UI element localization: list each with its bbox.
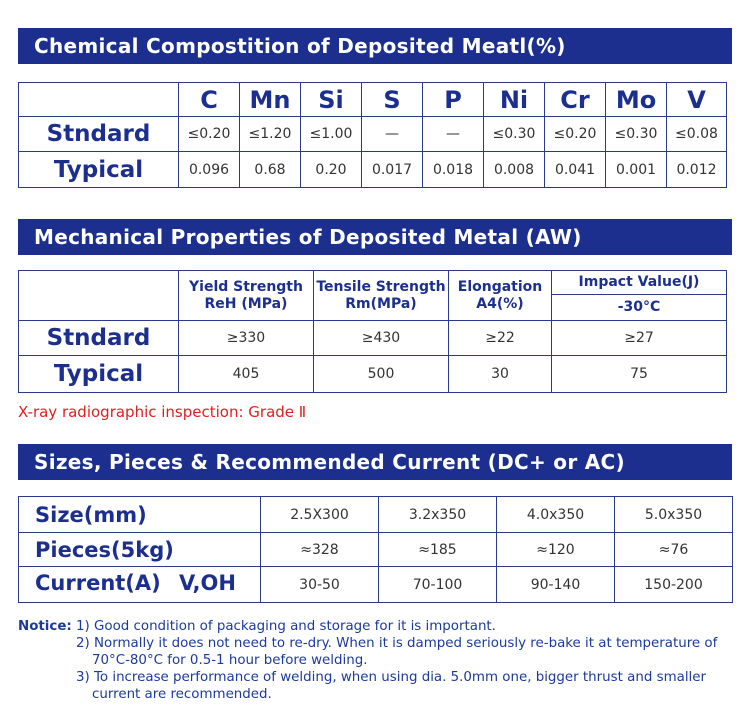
mech-table (18, 270, 727, 393)
chem-typical-value: 0.001 (606, 152, 667, 188)
chem-standard-label: Stndard (19, 117, 179, 152)
mech-standard-label: Stndard (19, 321, 179, 356)
yield-strength-header (179, 271, 314, 321)
chem-typical-value: 0.012 (667, 152, 727, 188)
chem-section-title: Chemical Compostition of Deposited Meatl(%) (18, 28, 732, 64)
mech-header-row (19, 271, 727, 295)
size-value: 2.5X300 (261, 497, 379, 533)
current-value: 30-50 (261, 567, 379, 603)
current-row (19, 567, 733, 603)
chem-corner-cell (19, 83, 179, 117)
current-label: Current(A) (35, 571, 161, 595)
mech-typical-row (19, 356, 727, 393)
chem-standard-value: ≤0.20 (179, 117, 240, 152)
notice-item: 2) Normally it does not need to re-dry. When it is damped seriously re-bake it at temperature of 70°C-80°C for 0.5-1 hour before welding. (76, 636, 718, 668)
mech-typical-value: 405 (179, 356, 314, 393)
chem-typical-value: 0.20 (301, 152, 362, 188)
chem-standard-value: — (423, 117, 484, 152)
sizes-table (18, 496, 733, 603)
mech-typical-value: 30 (449, 356, 552, 393)
chem-table (18, 82, 727, 188)
mech-standard-value: ≥330 (179, 321, 314, 356)
notice-item: 3) To increase performance of welding, when using dia. 5.0mm one, bigger thrust and smaller current are recommended. (76, 670, 707, 702)
pieces-value: ≈328 (261, 533, 379, 567)
sizes-section-title: Sizes, Pieces & Recommended Current (DC+ or AC) (18, 444, 732, 480)
size-value: 5.0x350 (615, 497, 733, 533)
chem-header-row (19, 83, 727, 117)
xray-inspection-note: X-ray radiographic inspection: Grade Ⅱ (18, 403, 307, 421)
chem-standard-row (19, 117, 727, 152)
chem-standard-value: ≤0.08 (667, 117, 727, 152)
chem-standard-value: — (362, 117, 423, 152)
mech-typical-value: 75 (552, 356, 727, 393)
element-s: S (362, 83, 423, 117)
chem-standard-value: ≤1.00 (301, 117, 362, 152)
yield-strength-title: Yield Strength (189, 278, 303, 295)
chem-typical-value: 0.008 (484, 152, 545, 188)
tensile-strength-title: Tensile Strength (316, 278, 446, 295)
tensile-strength-header (314, 271, 449, 321)
element-mo: Mo (606, 83, 667, 117)
current-label-cell (19, 567, 261, 603)
chem-typical-value: 0.68 (240, 152, 301, 188)
size-value: 4.0x350 (497, 497, 615, 533)
current-value: 70-100 (379, 567, 497, 603)
notice-label: Notice: (18, 619, 72, 634)
current-value: 150-200 (615, 567, 733, 603)
chem-typical-value: 0.096 (179, 152, 240, 188)
chem-standard-value: ≤0.30 (484, 117, 545, 152)
mech-section-title: Mechanical Properties of Deposited Metal (AW) (18, 219, 732, 255)
element-si: Si (301, 83, 362, 117)
size-label: Size(mm) (19, 497, 261, 533)
element-mn: Mn (240, 83, 301, 117)
mech-corner-cell (19, 271, 179, 321)
pieces-label: Pieces(5kg) (19, 533, 261, 567)
impact-temperature-header: -30°C (552, 295, 727, 321)
size-row (19, 497, 733, 533)
mech-standard-value: ≥27 (552, 321, 727, 356)
element-c: C (179, 83, 240, 117)
pieces-value: ≈185 (379, 533, 497, 567)
elongation-unit: A4(%) (476, 295, 524, 312)
notice-item: 1) Good condition of packaging and storage for it is important. (76, 619, 496, 634)
chem-standard-value: ≤0.20 (545, 117, 606, 152)
element-p: P (423, 83, 484, 117)
tensile-strength-unit: Rm(MPa) (345, 295, 417, 312)
chem-standard-value: ≤0.30 (606, 117, 667, 152)
size-value: 3.2x350 (379, 497, 497, 533)
mech-standard-value: ≥22 (449, 321, 552, 356)
notice-items (76, 618, 726, 703)
element-cr: Cr (545, 83, 606, 117)
element-ni: Ni (484, 83, 545, 117)
chem-typical-value: 0.017 (362, 152, 423, 188)
elongation-title: Elongation (457, 278, 543, 295)
mech-standard-value: ≥430 (314, 321, 449, 356)
chem-standard-value: ≤1.20 (240, 117, 301, 152)
chem-typical-value: 0.041 (545, 152, 606, 188)
chem-typical-value: 0.018 (423, 152, 484, 188)
mech-typical-value: 500 (314, 356, 449, 393)
impact-value-header: Impact Value(J) (552, 271, 727, 295)
current-value: 90-140 (497, 567, 615, 603)
elongation-header (449, 271, 552, 321)
pieces-value: ≈76 (615, 533, 733, 567)
yield-strength-unit: ReH (MPa) (204, 295, 288, 312)
chem-typical-row (19, 152, 727, 188)
pieces-value: ≈120 (497, 533, 615, 567)
welding-position-label: V,OH (179, 571, 236, 595)
element-v: V (667, 83, 727, 117)
pieces-row (19, 533, 733, 567)
chem-typical-label: Typical (19, 152, 179, 188)
mech-typical-label: Typical (19, 356, 179, 393)
mech-standard-row (19, 321, 727, 356)
